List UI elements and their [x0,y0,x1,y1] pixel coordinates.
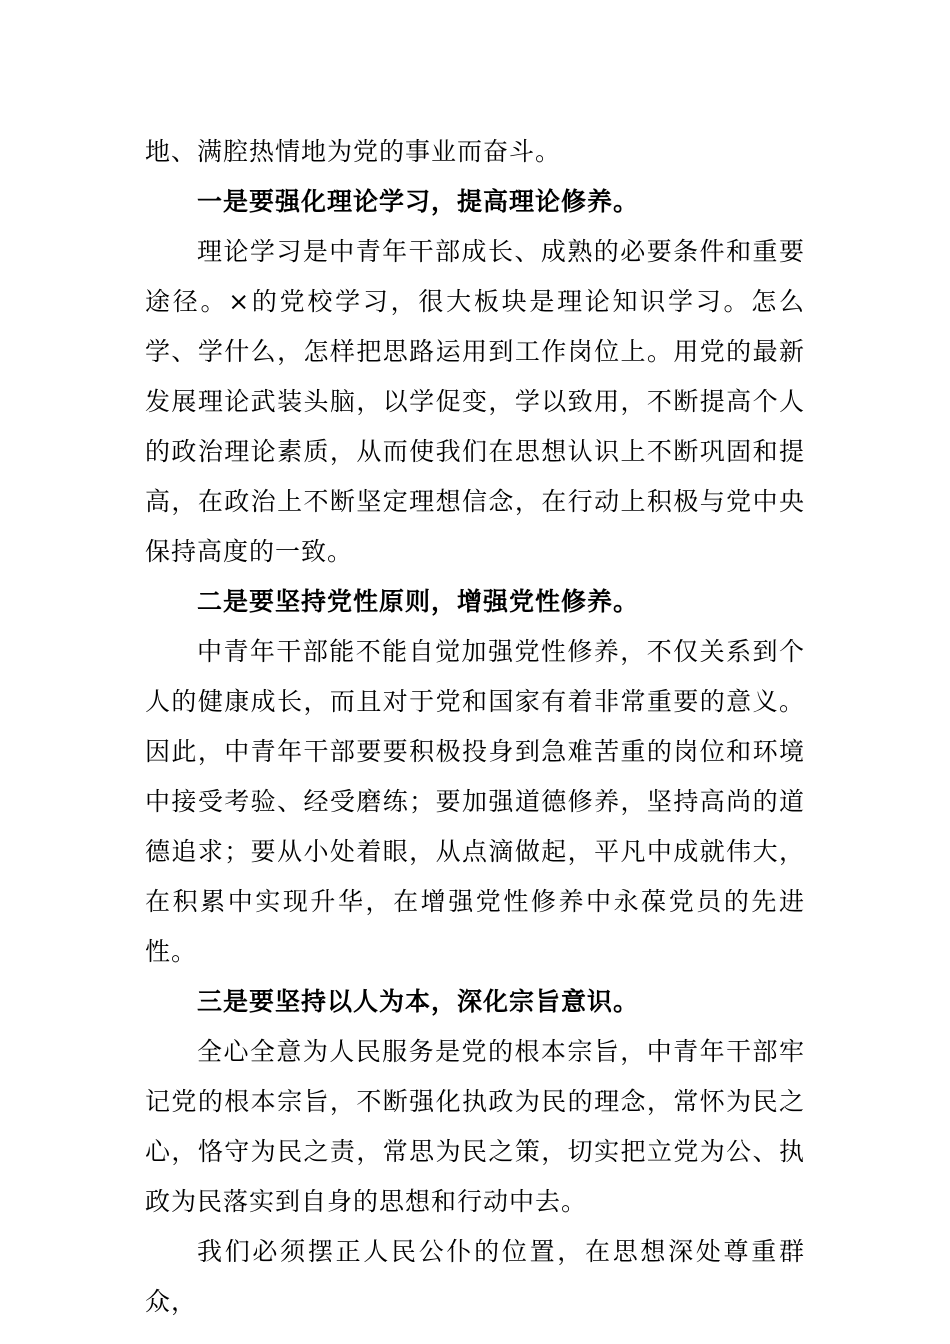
document-page [145,127,805,1327]
section-heading-2: 二是要坚持党性原则，增强党性修养。 [197,587,640,616]
paragraph-public-servant: 我们必须摆正人民公仆的位置，在思想深处尊重群众， [145,1237,805,1316]
paragraph-party-spirit: 中青年干部能不能自觉加强党性修养，不仅关系到个人的健康成长，而且对于党和国家有着非常重要的意义。因此，中青年干部要要积极投身到急难苦重的岗位和环境中接受考验、经受磨练；要加强道德修养，坚持高尚的道德追求；要从小处着眼，从点滴做起，平凡中成就伟大，在积累中实现升华，在增强党性修养中永葆党员的先进性。 [145,637,805,966]
section-heading-1: 一是要强化理论学习，提高理论修养。 [197,187,640,216]
paragraph-continuation: 地、满腔热情地为党的事业而奋斗。 [145,137,562,166]
paragraph-serve-people: 全心全意为人民服务是党的根本宗旨，中青年干部牢记党的根本宗旨，不断强化执政为民的理念，常怀为民之心，恪守为民之责，常思为民之策，切实把立党为公、执政为民落实到自身的思想和行动中去。 [145,1037,805,1216]
paragraph-theory-study: 理论学习是中青年干部成长、成熟的必要条件和重要途径。×的党校学习，很大板块是理论知识学习。怎么学、学什么，怎样把思路运用到工作岗位上。用党的最新发展理论武装头脑，以学促变，学以致用，不断提高个人的政治理论素质，从而使我们在思想认识上不断巩固和提高，在政治上不断坚定理想信念，在行动上积极与党中央保持高度的一致。 [145,237,805,566]
section-heading-3: 三是要坚持以人为本，深化宗旨意识。 [197,987,640,1016]
